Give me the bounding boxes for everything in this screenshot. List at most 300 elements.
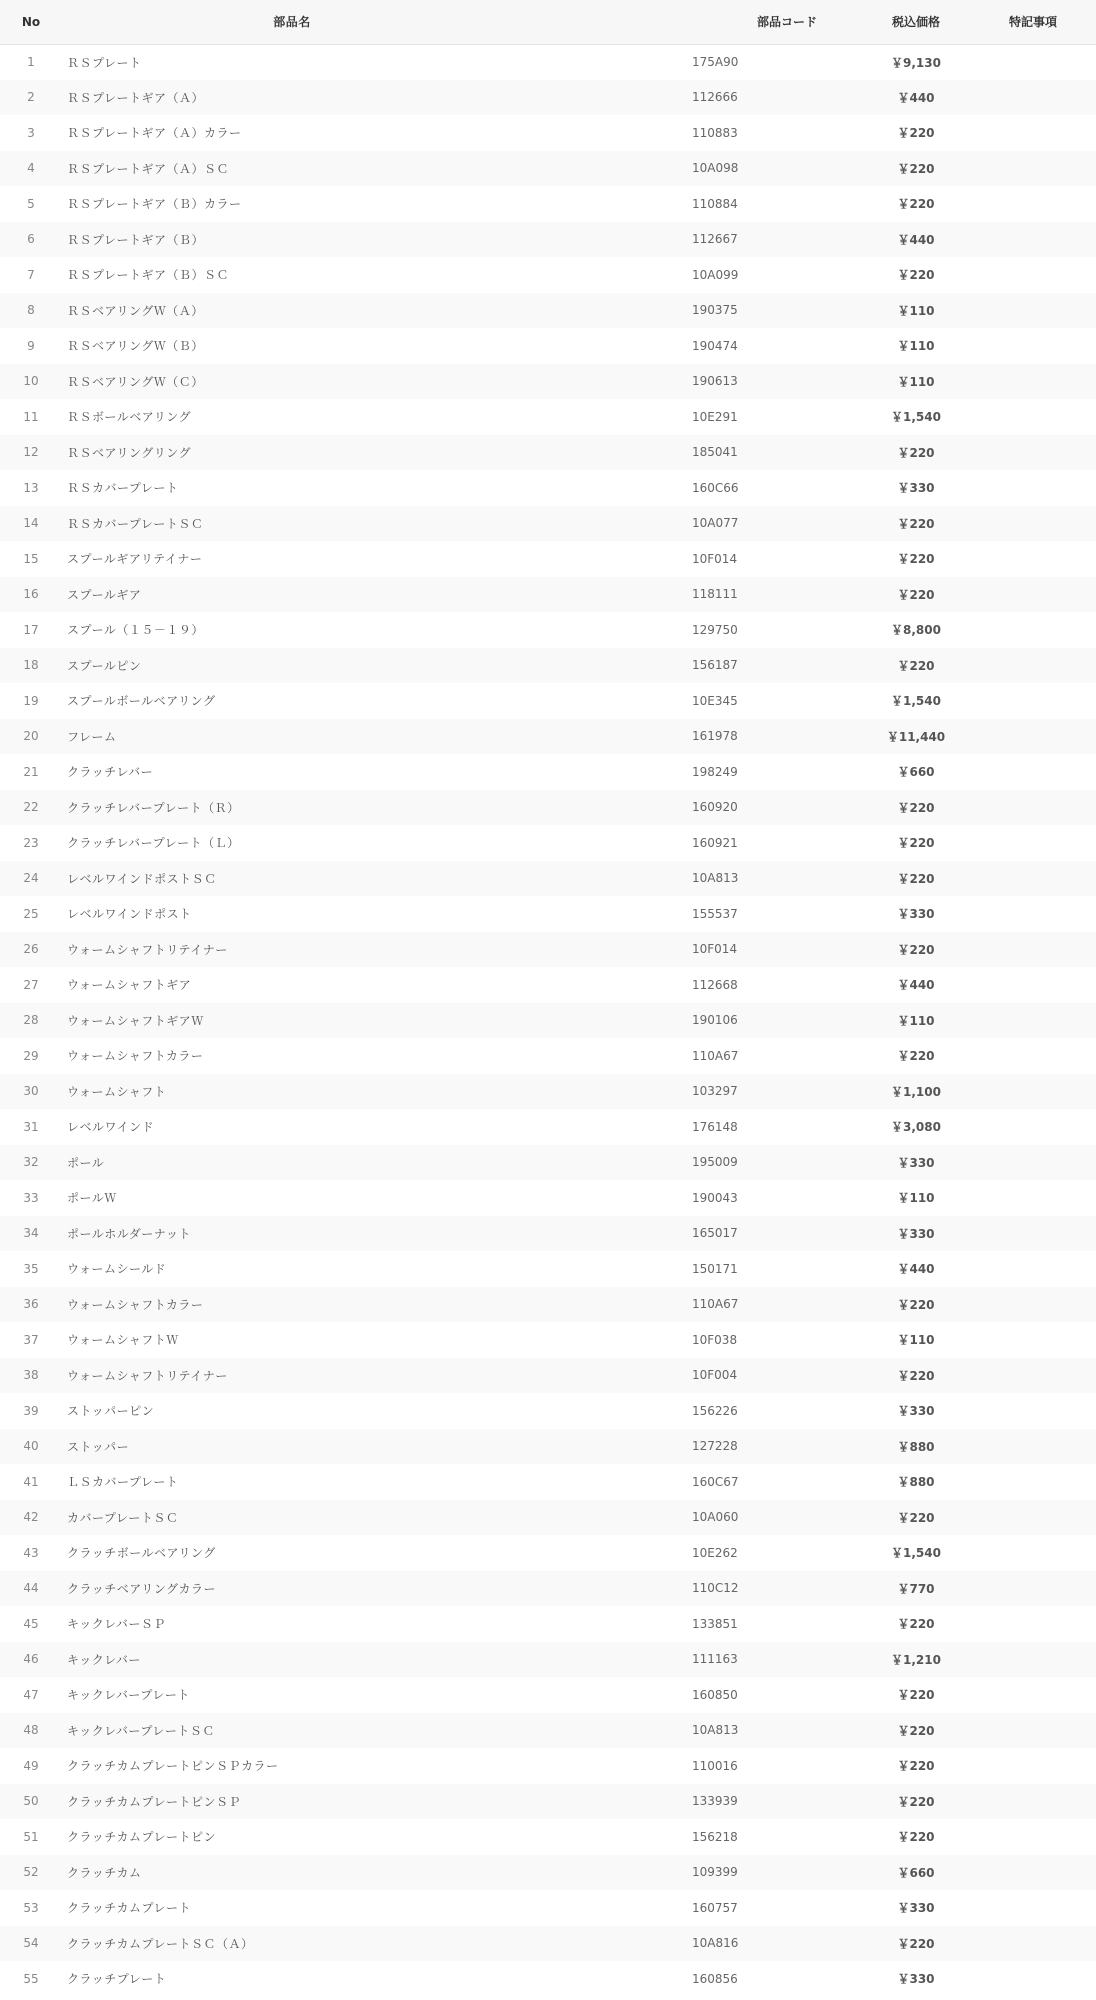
part-code: 112666 [692,90,738,105]
part-name: ＲＳプレートギア（Ａ）ＳＣ [67,161,230,176]
part-code: 10F004 [692,1368,738,1383]
row-number: 33 [23,1190,39,1205]
part-code: 160920 [692,800,738,815]
price-with-tax: ￥220 [897,587,935,602]
price-with-tax: ￥330 [897,1901,935,1916]
price-with-tax: ￥440 [897,978,935,993]
special-notes [970,1748,1096,1784]
part-name: クラッチプレート [67,1972,167,1987]
part-name: クラッチカムプレートピン [67,1830,217,1845]
special-notes [970,1251,1096,1287]
part-name: ＲＳカバープレート [67,481,179,496]
special-notes [970,222,1096,258]
table-row [0,1606,1096,1642]
table-row [0,257,1096,293]
price-with-tax: ￥660 [897,765,935,780]
table-row [0,1677,1096,1713]
table-row [0,1926,1096,1962]
special-notes [970,257,1096,293]
header-part-code: 部品コード [692,0,862,44]
part-code: 111163 [692,1652,738,1667]
part-code: 10F014 [692,942,738,957]
part-name: キックレバープレート [67,1688,190,1703]
price-with-tax: ￥220 [897,161,935,176]
table-row [0,1216,1096,1252]
price-with-tax: ￥220 [897,552,935,567]
part-name: ポールＷ [67,1191,117,1206]
part-code: 109399 [692,1865,738,1880]
row-number: 35 [23,1261,39,1276]
row-number: 3 [27,125,35,140]
row-number: 25 [23,906,39,921]
table-row [0,1535,1096,1571]
row-number: 1 [27,55,35,69]
part-code: 156187 [692,658,738,673]
part-code: 10A099 [692,267,739,282]
row-number: 6 [27,232,35,247]
row-number: 23 [23,835,39,850]
row-number: 29 [23,1048,39,1063]
part-name: クラッチカムプレートピンＳＰカラー [67,1759,279,1774]
part-name: ウォームシャフトカラー [67,1049,204,1064]
part-code: 10F014 [692,551,738,566]
part-name: ウォームシャフトカラー [67,1297,204,1312]
special-notes [970,1819,1096,1855]
row-number: 31 [23,1119,39,1134]
part-name: ＲＳカバープレートＳＣ [67,516,204,531]
row-number: 9 [27,338,35,353]
part-name: ＲＳプレートギア（Ｂ）ＳＣ [67,268,230,283]
table-row [0,399,1096,435]
part-code: 110883 [692,125,738,140]
special-notes [970,151,1096,187]
price-with-tax: ￥220 [897,658,935,673]
row-number: 14 [23,516,39,531]
part-name: ウォームシャフト [67,1084,167,1099]
special-notes [970,1074,1096,1110]
row-number: 20 [23,729,39,744]
part-name: クラッチレバー [67,765,154,780]
row-number: 18 [23,658,39,673]
table-row [0,1287,1096,1323]
row-number: 22 [23,800,39,815]
part-code: 10A060 [692,1510,739,1525]
part-code: 195009 [692,1155,738,1170]
part-name: レベルワインドポストＳＣ [67,871,217,886]
price-with-tax: ￥330 [897,907,935,922]
special-notes [970,186,1096,222]
row-number: 43 [23,1545,39,1560]
part-name: クラッチカムプレートピンＳＰ [67,1794,242,1809]
row-number: 15 [23,551,39,566]
row-number: 53 [23,1900,39,1915]
part-code: 127228 [692,1439,738,1454]
price-with-tax: ￥220 [897,1759,935,1774]
part-name: ＲＳベアリングＷ（Ｂ） [67,339,204,354]
part-name: ＲＳベアリングＷ（Ｃ） [67,374,204,389]
part-name: レベルワインド [67,1120,155,1135]
row-number: 40 [23,1439,39,1454]
table-row [0,506,1096,542]
table-row [0,648,1096,684]
table-row [0,1464,1096,1500]
part-code: 161978 [692,729,738,744]
table-row [0,44,1096,80]
part-code: 160850 [692,1687,738,1702]
special-notes [970,1642,1096,1678]
row-number: 48 [23,1723,39,1738]
row-number: 55 [23,1971,39,1986]
special-notes [970,80,1096,116]
part-name: クラッチカムプレートＳＣ（Ａ） [67,1936,254,1951]
row-number: 32 [23,1155,39,1170]
special-notes [970,541,1096,577]
price-with-tax: ￥220 [897,1617,935,1632]
part-name: ＲＳプレートギア（Ａ） [67,90,205,105]
row-number: 4 [27,161,35,176]
table-row [0,896,1096,932]
special-notes [970,293,1096,329]
table-row [0,1322,1096,1358]
table-row [0,1109,1096,1145]
row-number: 2 [27,90,35,105]
part-name: ウォームシャフトリテイナー [67,1368,228,1383]
part-code: 110016 [692,1758,738,1773]
row-number: 8 [27,303,35,318]
row-number: 10 [23,374,39,389]
special-notes [970,825,1096,861]
special-notes [970,1606,1096,1642]
row-number: 13 [23,480,39,495]
price-with-tax: ￥220 [897,1368,935,1383]
part-code: 10E345 [692,693,738,708]
part-name: ウォームシャフトギア [67,978,192,993]
special-notes [970,470,1096,506]
part-name: ストッパーピン [67,1404,155,1419]
row-number: 52 [23,1865,39,1880]
part-name: フレーム [67,729,117,744]
special-notes [970,1535,1096,1571]
table-row [0,222,1096,258]
row-number: 49 [23,1758,39,1773]
special-notes [970,683,1096,719]
part-name: ＲＳプレートギア（Ｂ） [67,232,205,247]
part-code: 156218 [692,1829,738,1844]
table-row [0,1500,1096,1536]
special-notes [970,435,1096,471]
part-code: 190474 [692,338,738,353]
table-row [0,1180,1096,1216]
row-number: 11 [23,409,39,424]
part-name: スプールギア [67,587,142,602]
table-row [0,364,1096,400]
special-notes [970,861,1096,897]
part-code: 110884 [692,196,738,211]
price-with-tax: ￥220 [897,516,935,531]
part-code: 175A90 [692,55,739,69]
row-number: 19 [23,693,39,708]
table-row [0,1748,1096,1784]
part-code: 10A813 [692,871,739,886]
table-row [0,1855,1096,1891]
price-with-tax: ￥220 [897,836,935,851]
special-notes [970,719,1096,755]
price-with-tax: ￥1,540 [891,410,941,425]
table-row [0,1819,1096,1855]
price-with-tax: ￥770 [897,1581,935,1596]
part-code: 112668 [692,977,738,992]
row-number: 12 [23,445,39,460]
part-code: 133851 [692,1616,738,1631]
price-with-tax: ￥220 [897,1723,935,1738]
part-code: 110A67 [692,1297,739,1312]
table-row [0,1784,1096,1820]
part-code: 160C66 [692,480,739,495]
price-with-tax: ￥110 [897,1191,935,1206]
part-code: 10E262 [692,1545,738,1560]
header-notes: 特記事項 [970,0,1096,44]
special-notes [970,1890,1096,1926]
table-row [0,80,1096,116]
row-number: 47 [23,1687,39,1702]
special-notes [970,399,1096,435]
part-name: スプール（１５－１９） [67,623,204,638]
part-code: 150171 [692,1261,738,1276]
special-notes [970,1784,1096,1820]
price-with-tax: ￥110 [897,339,935,354]
row-number: 24 [23,871,39,886]
part-code: 10A077 [692,516,739,531]
part-code: 10A813 [692,1723,739,1738]
special-notes [970,1677,1096,1713]
price-with-tax: ￥220 [897,942,935,957]
price-with-tax: ￥110 [897,303,935,318]
special-notes [970,1003,1096,1039]
table-row [0,1890,1096,1926]
price-with-tax: ￥220 [897,1936,935,1951]
part-name: キックレバーＳＰ [67,1617,166,1632]
part-name: ウォームシャフトＷ [67,1333,179,1348]
special-notes [970,1180,1096,1216]
special-notes [970,648,1096,684]
part-code: 190613 [692,374,738,389]
table-row [0,1074,1096,1110]
part-code: 176148 [692,1119,738,1134]
special-notes [970,1500,1096,1536]
special-notes [970,1961,1096,1997]
part-name: クラッチカム [67,1865,142,1880]
table-row [0,151,1096,187]
table-row [0,115,1096,151]
part-name: カバープレートＳＣ [67,1510,179,1525]
price-with-tax: ￥330 [897,1226,935,1241]
special-notes [970,1358,1096,1394]
part-name: クラッチカムプレート [67,1901,192,1916]
special-notes [970,115,1096,151]
price-with-tax: ￥330 [897,1972,935,1987]
row-number: 45 [23,1616,39,1631]
header-no: No [0,0,62,44]
row-number: 16 [23,587,39,602]
price-with-tax: ￥11,440 [886,729,946,744]
row-number: 44 [23,1581,39,1596]
table-row [0,612,1096,648]
row-number: 27 [23,977,39,992]
price-with-tax: ￥1,100 [891,1084,941,1099]
price-with-tax: ￥880 [897,1439,935,1454]
part-name: スプールピン [67,658,142,673]
part-name: ＲＳボールベアリング [67,410,192,425]
part-code: 110C12 [692,1581,739,1596]
table-row [0,754,1096,790]
row-number: 54 [23,1936,39,1951]
part-code: 118111 [692,587,738,602]
table-row [0,1393,1096,1429]
price-with-tax: ￥440 [897,1262,935,1277]
special-notes [970,896,1096,932]
special-notes [970,364,1096,400]
special-notes [970,328,1096,364]
special-notes [970,790,1096,826]
row-number: 36 [23,1297,39,1312]
table-row [0,1251,1096,1287]
price-with-tax: ￥110 [897,374,935,389]
table-row [0,1961,1096,1997]
special-notes [970,1429,1096,1465]
row-number: 41 [23,1474,39,1489]
price-with-tax: ￥220 [897,1297,935,1312]
special-notes [970,1571,1096,1607]
special-notes [970,1109,1096,1145]
part-name: ＲＳプレート [67,55,142,70]
table-row [0,1038,1096,1074]
header-row [0,0,1096,44]
part-name: ウォームシールド [67,1262,167,1277]
price-with-tax: ￥330 [897,1155,935,1170]
table-row [0,861,1096,897]
price-with-tax: ￥220 [897,800,935,815]
price-with-tax: ￥220 [897,1510,935,1525]
table-row [0,435,1096,471]
table-row [0,825,1096,861]
part-name: ＬＳカバープレート [67,1475,179,1490]
part-name: ポール [67,1155,105,1170]
special-notes [970,1322,1096,1358]
price-with-tax: ￥440 [897,90,935,105]
part-code: 10F038 [692,1332,738,1347]
part-name: クラッチレバープレート（Ｌ） [67,836,240,851]
table-row [0,541,1096,577]
part-name: ＲＳプレートギア（Ｂ）カラー [67,197,242,212]
part-code: 185041 [692,445,738,460]
price-with-tax: ￥220 [897,1794,935,1809]
table-row [0,790,1096,826]
part-name: スプールボールベアリング [67,694,216,709]
price-with-tax: ￥660 [897,1865,935,1880]
part-code: 160921 [692,835,738,850]
special-notes [970,1855,1096,1891]
part-code: 165017 [692,1226,738,1241]
special-notes [970,1038,1096,1074]
table-row [0,293,1096,329]
price-with-tax: ￥110 [897,1333,935,1348]
part-code: 190043 [692,1190,738,1205]
header-part-name: 部品名 [62,0,692,44]
price-with-tax: ￥220 [897,197,935,212]
table-row [0,932,1096,968]
price-with-tax: ￥220 [897,1688,935,1703]
row-number: 7 [27,267,35,282]
part-code: 198249 [692,764,738,779]
part-name: キックレバープレートＳＣ [67,1723,215,1738]
part-code: 156226 [692,1403,738,1418]
special-notes [970,1713,1096,1749]
part-code: 10A816 [692,1936,739,1951]
part-name: ポールホルダーナット [67,1226,192,1241]
price-with-tax: ￥1,540 [891,694,941,709]
special-notes [970,1216,1096,1252]
special-notes [970,612,1096,648]
special-notes [970,932,1096,968]
part-code: 129750 [692,622,738,637]
part-name: クラッチボールベアリング [67,1546,216,1561]
price-with-tax: ￥220 [897,126,935,141]
price-with-tax: ￥220 [897,1049,935,1064]
row-number: 37 [23,1332,39,1347]
table-row [0,328,1096,364]
part-code: 10A098 [692,161,739,176]
price-with-tax: ￥220 [897,445,935,460]
price-with-tax: ￥110 [897,1013,935,1028]
special-notes [970,1464,1096,1500]
price-with-tax: ￥440 [897,232,935,247]
part-name: スプールギアリテイナー [67,552,203,567]
table-row [0,470,1096,506]
price-with-tax: ￥8,800 [891,623,941,638]
table-row [0,1429,1096,1465]
row-number: 42 [23,1510,39,1525]
part-code: 160757 [692,1900,738,1915]
row-number: 46 [23,1652,39,1667]
part-code: 103297 [692,1084,738,1099]
part-name: ＲＳプレートギア（Ａ）カラー [67,126,242,141]
row-number: 30 [23,1084,39,1099]
price-with-tax: ￥1,210 [891,1652,941,1667]
table-row [0,1642,1096,1678]
part-name: ＲＳベアリングＷ（Ａ） [67,303,204,318]
table-row [0,1358,1096,1394]
part-code: 112667 [692,232,738,247]
part-name: ウォームシャフトギアＷ [67,1013,204,1028]
row-number: 38 [23,1368,39,1383]
special-notes [970,506,1096,542]
part-name: クラッチベアリングカラー [67,1581,217,1596]
price-with-tax: ￥330 [897,1404,935,1419]
table-body [0,44,1096,1997]
price-with-tax: ￥220 [897,1830,935,1845]
table-header [0,0,1096,44]
special-notes [970,1287,1096,1323]
row-number: 21 [23,764,39,779]
table-row [0,1003,1096,1039]
part-code: 160C67 [692,1474,739,1489]
table-row [0,1571,1096,1607]
part-code: 133939 [692,1794,738,1809]
special-notes [970,1926,1096,1962]
part-name: ウォームシャフトリテイナー [67,942,228,957]
table-row [0,577,1096,613]
part-name: レベルワインドポスト [67,907,192,922]
